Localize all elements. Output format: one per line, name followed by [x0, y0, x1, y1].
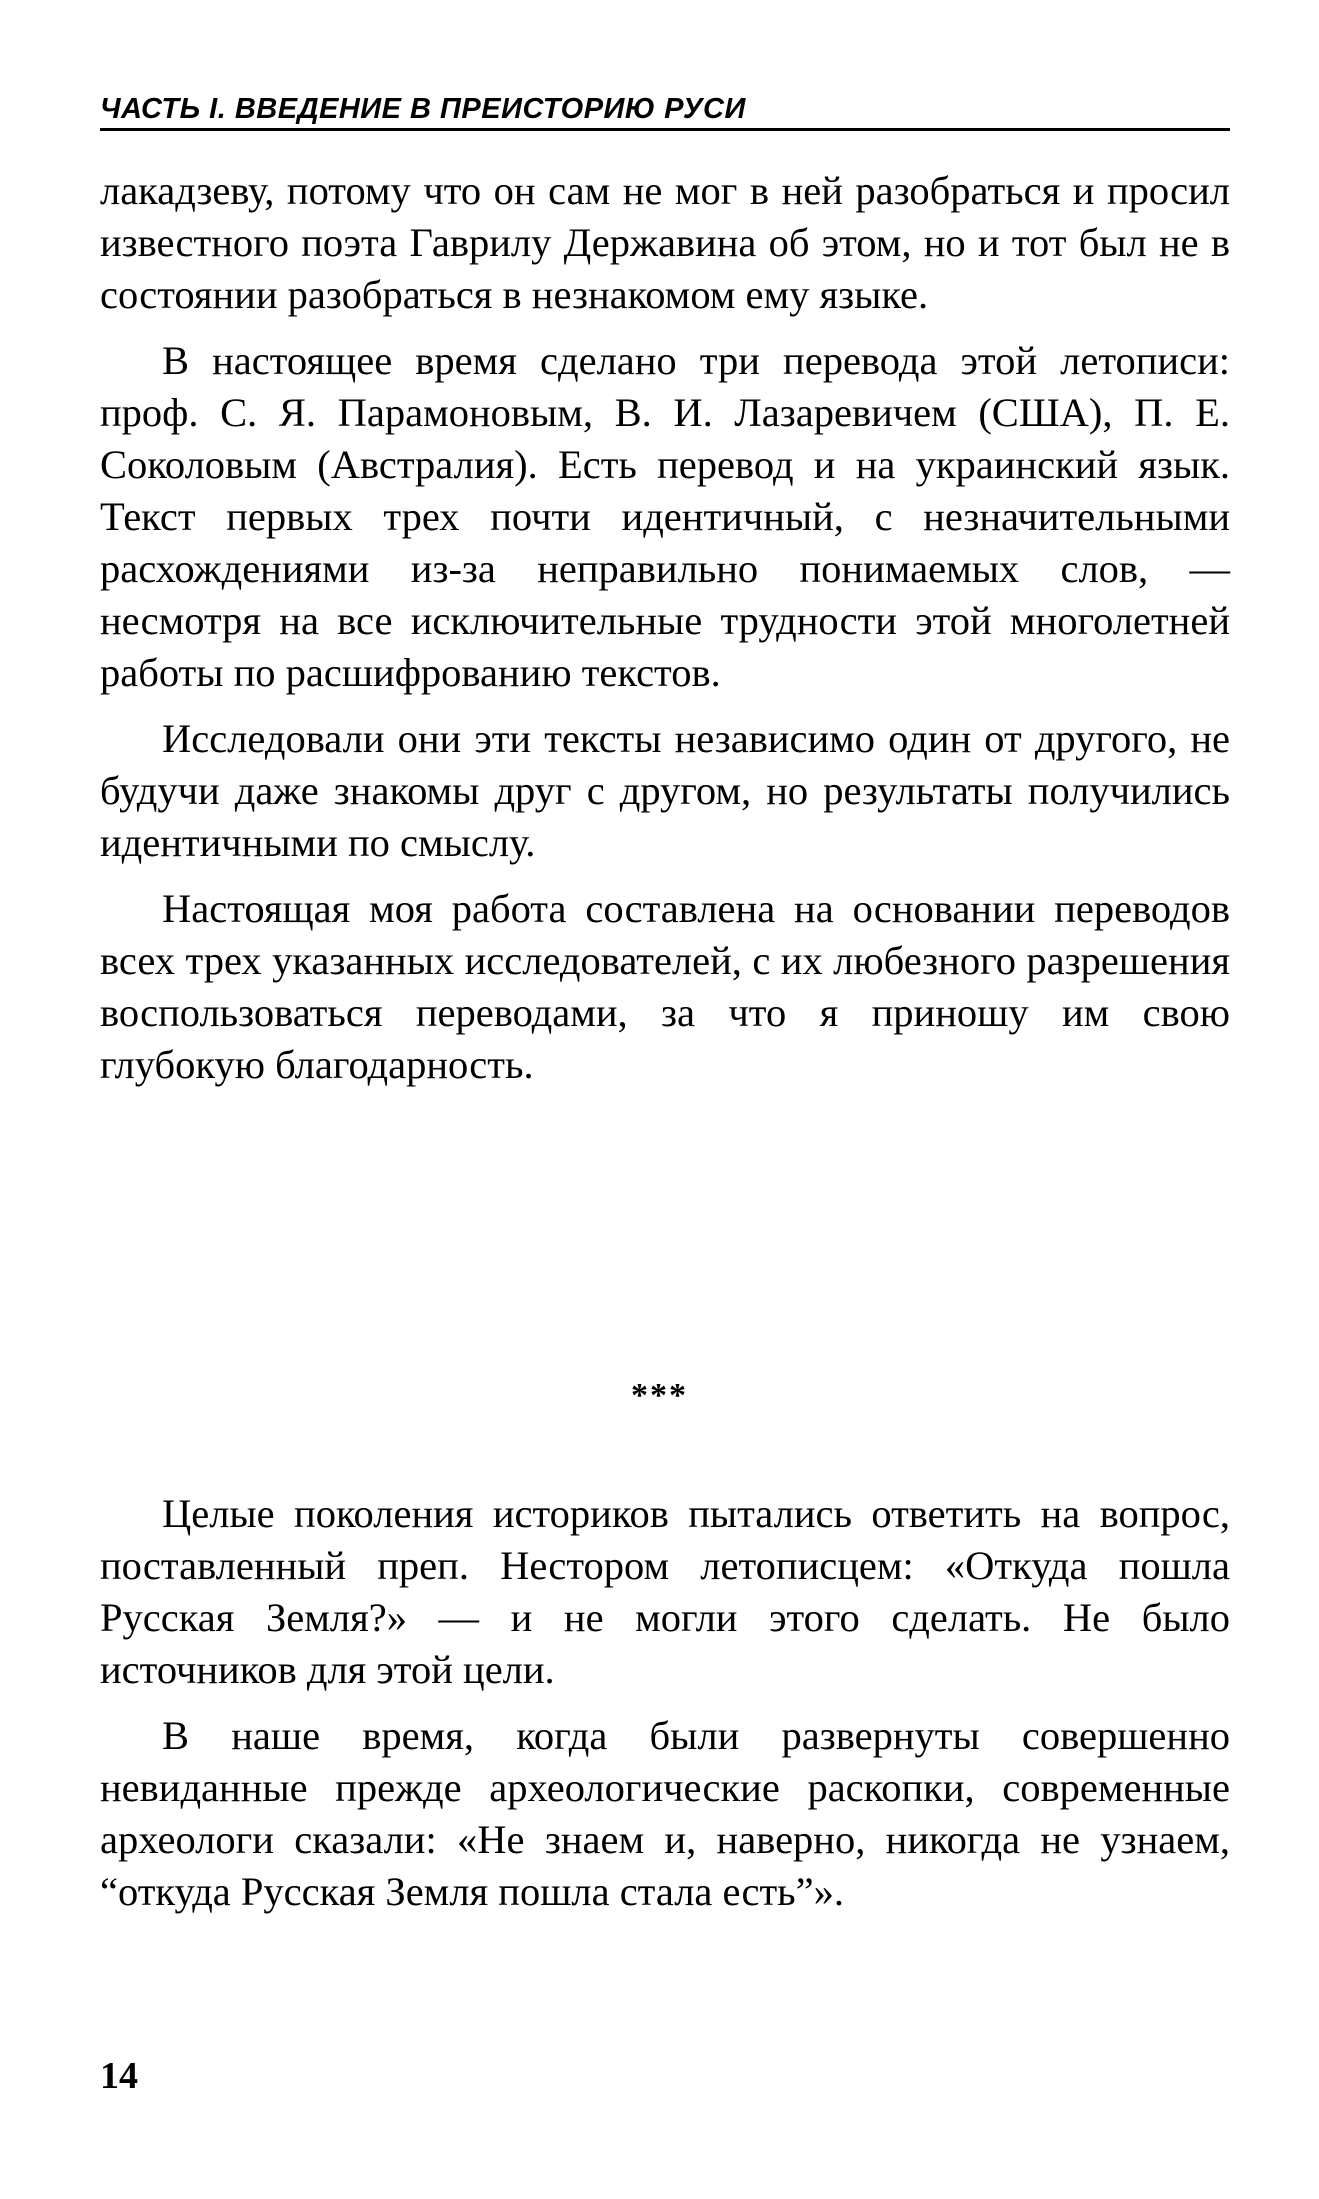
paragraph-translations: В настоящее время сделано три перевода этой летописи: проф. С. Я. Парамоновым, В. И. Лазаревичем (США), П. Е. Соколовым (Австралия). Есть перевод и на украинский язык. Текст первых трех почти идентичный, с незначительными расхождениями из-за неправильно понимаемых слов, — несмотря на все исключительные трудности этой многолетней работы по расшифрованию текстов.	[100, 338, 1230, 695]
text-section-1	[100, 165, 1230, 1091]
paragraph-acknowledgement: Настоящая моя работа составлена на основании переводов всех трех указанных исследователей, с их любезного разрешения воспользоваться переводами, за что я приношу им свою глубокую благодарность.	[100, 886, 1230, 1087]
paragraph-historians-question: Целые поколения историков пытались ответить на вопрос, поставленный преп. Нестором летописцем: «Откуда пошла Русская Земля?» — и не могли этого сделать. Не было источников для этой цели.	[100, 1491, 1230, 1692]
page-number: 14	[100, 2055, 138, 2097]
paragraph-independent-research: Исследовали они эти тексты независимо один от другого, не будучи даже знакомы друг с другом, но результаты получились идентичными по смыслу.	[100, 716, 1230, 865]
paragraph-continuation: лакадзеву, потому что он сам не мог в ней разобраться и просил известного поэта Гаврилу Державина об этом, но и тот был не в состоянии разобраться в незнакомом ему языке.	[100, 168, 1230, 317]
paragraph-archaeologists: В наше время, когда были развернуты совершенно невиданные прежде археологические раскопки, современные археологи сказали: «Не знаем и, наверно, никогда не узнаем, “откуда Русская Земля пошла стала есть”».	[100, 1713, 1230, 1914]
section-separator: ***	[631, 1377, 688, 1414]
running-header: ЧАСТЬ I. ВВЕДЕНИЕ В ПРЕИСТОРИЮ РУСИ	[100, 93, 746, 125]
text-section-2	[100, 1488, 1230, 1918]
header-rule	[100, 128, 1230, 131]
